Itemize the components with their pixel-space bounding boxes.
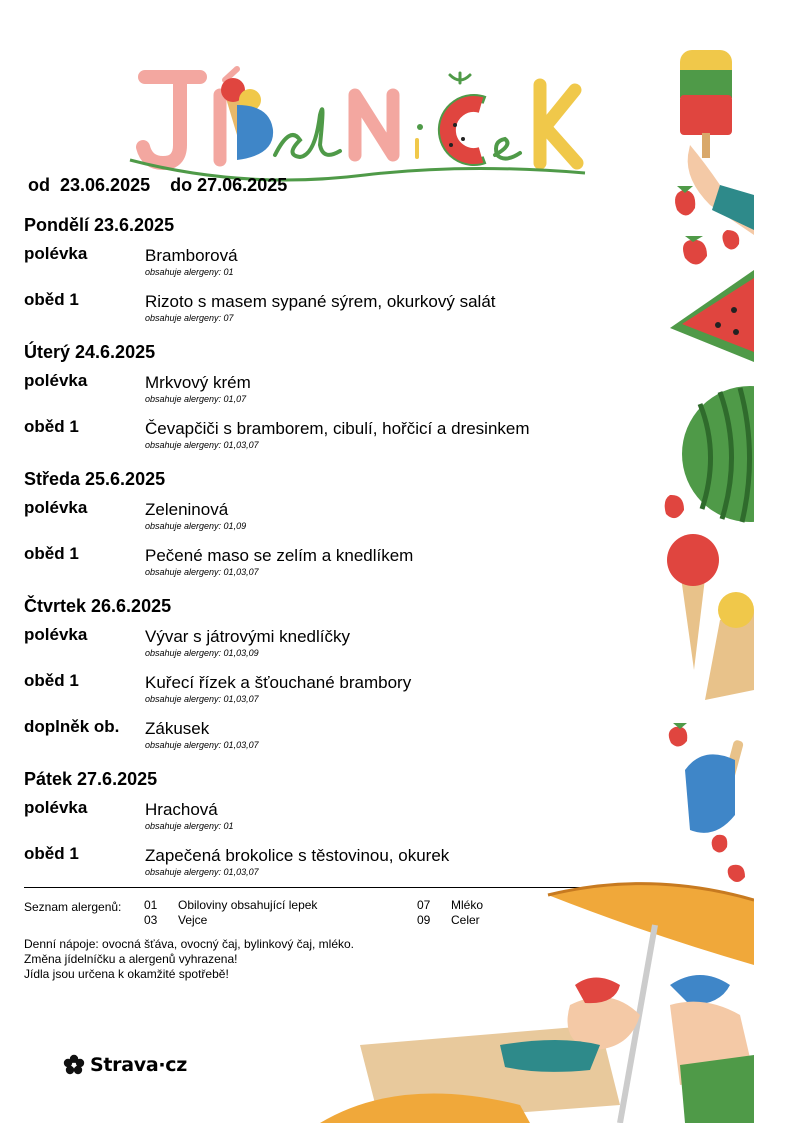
meal-name: Kuřecí řízek a šťouchané brambory xyxy=(145,673,412,692)
menu-row xyxy=(24,244,624,290)
strava-logo xyxy=(63,1054,187,1076)
from-label: od xyxy=(28,175,50,195)
day-tuesday xyxy=(24,341,624,463)
allergen-name: Mléko xyxy=(451,898,484,912)
to-label: do xyxy=(170,175,193,195)
meal-name: Zákusek xyxy=(145,719,210,738)
meal-name: Pečené maso se zelím a knedlíkem xyxy=(145,546,414,565)
meal-label: oběd 1 xyxy=(24,417,79,436)
day-wednesday xyxy=(24,468,624,590)
meal-name: Mrkvový krém xyxy=(145,373,251,392)
day-title: Úterý 24.6.2025 xyxy=(24,342,156,362)
menu-row xyxy=(24,625,624,671)
allergen-legend-label: Seznam alergenů: xyxy=(24,900,122,914)
day-title: Čtvrtek 26.6.2025 xyxy=(24,596,172,616)
note-consumption: Jídla jsou určena k okamžité spotřebě! xyxy=(24,967,229,981)
meal-name: Bramborová xyxy=(145,246,238,265)
allergen-item xyxy=(144,898,317,913)
allergen-code: 09 xyxy=(417,913,431,927)
allergen-code: 07 xyxy=(417,898,431,912)
ice-cream-cones-illustration xyxy=(660,490,754,710)
menu-row xyxy=(24,417,624,463)
meal-name: Hrachová xyxy=(145,800,218,819)
meal-allergens: obsahuje alergeny: 07 xyxy=(145,313,234,323)
meal-allergens: obsahuje alergeny: 01,03,07 xyxy=(145,867,259,877)
day-title: Středa 25.6.2025 xyxy=(24,469,166,489)
meal-name: Zapečená brokolice s těstovinou, okurek xyxy=(145,846,450,865)
note-changes: Změna jídelníčku a alergenů vyhrazena! xyxy=(24,952,238,966)
allergen-name: Obiloviny obsahující lepek xyxy=(178,898,318,912)
blue-popsicle-illustration xyxy=(665,715,754,895)
day-title: Pondělí 23.6.2025 xyxy=(24,215,175,235)
strava-flower-icon xyxy=(63,1054,85,1076)
menu-row xyxy=(24,371,624,417)
allergen-name: Celer xyxy=(451,913,480,927)
day-monday xyxy=(24,214,624,336)
menu-row xyxy=(24,498,624,544)
meal-allergens: obsahuje alergeny: 01,03,07 xyxy=(145,740,259,750)
allergen-code: 03 xyxy=(144,913,158,927)
meal-name: Vývar s játrovými knedlíčky xyxy=(145,627,350,646)
meal-label: polévka xyxy=(24,498,88,517)
menu-row xyxy=(24,671,624,717)
meal-label: doplněk ob. xyxy=(24,717,120,736)
meal-allergens: obsahuje alergeny: 01 xyxy=(145,267,234,277)
note-drinks: Denní nápoje: ovocná šťáva, ovocný čaj, bylinkový čaj, mléko. xyxy=(24,937,355,951)
strawberries-illustration xyxy=(665,180,755,280)
meal-allergens: obsahuje alergeny: 01,03,07 xyxy=(145,440,259,450)
meal-label: polévka xyxy=(24,244,88,263)
allergen-name: Vejce xyxy=(178,913,208,927)
meal-allergens: obsahuje alergeny: 01,09 xyxy=(145,521,247,531)
date-range xyxy=(28,175,287,196)
meal-label: oběd 1 xyxy=(24,544,79,563)
meal-allergens: obsahuje alergeny: 01,03,09 xyxy=(145,648,259,658)
meal-label: polévka xyxy=(24,371,88,390)
menu-row xyxy=(24,290,624,336)
meal-label: polévka xyxy=(24,625,88,644)
menu-row xyxy=(24,544,624,590)
meal-label: oběd 1 xyxy=(24,844,79,863)
from-date: 23.06.2025 xyxy=(60,175,151,195)
allergen-code: 01 xyxy=(144,898,158,912)
day-thursday xyxy=(24,595,624,763)
day-friday xyxy=(24,768,624,890)
notes xyxy=(24,937,354,982)
meal-label: oběd 1 xyxy=(24,290,79,309)
menu-row xyxy=(24,798,624,844)
beach-umbrella-kids-illustration xyxy=(320,875,754,1123)
watermelon-slice-illustration xyxy=(668,270,754,365)
menu-row xyxy=(24,717,624,763)
to-date: 27.06.2025 xyxy=(197,175,288,195)
meal-allergens: obsahuje alergeny: 01,07 xyxy=(145,394,247,404)
meal-allergens: obsahuje alergeny: 01 xyxy=(145,821,234,831)
meal-name: Rizoto s masem sypané sýrem, okurkový salát xyxy=(145,292,496,311)
meal-allergens: obsahuje alergeny: 01,03,07 xyxy=(145,694,259,704)
meal-name: Čevapčiči s bramborem, cibulí, hořčicí a dresinkem xyxy=(145,419,530,438)
jidelnicek-title-lettering xyxy=(125,55,595,185)
meal-name: Zeleninová xyxy=(145,500,229,519)
allergen-item xyxy=(144,913,207,928)
day-title: Pátek 27.6.2025 xyxy=(24,769,158,789)
meal-label: polévka xyxy=(24,798,88,817)
meal-allergens: obsahuje alergeny: 01,03,07 xyxy=(145,567,259,577)
meal-label: oběd 1 xyxy=(24,671,79,690)
logo-text: Strava·cz xyxy=(90,1054,188,1076)
